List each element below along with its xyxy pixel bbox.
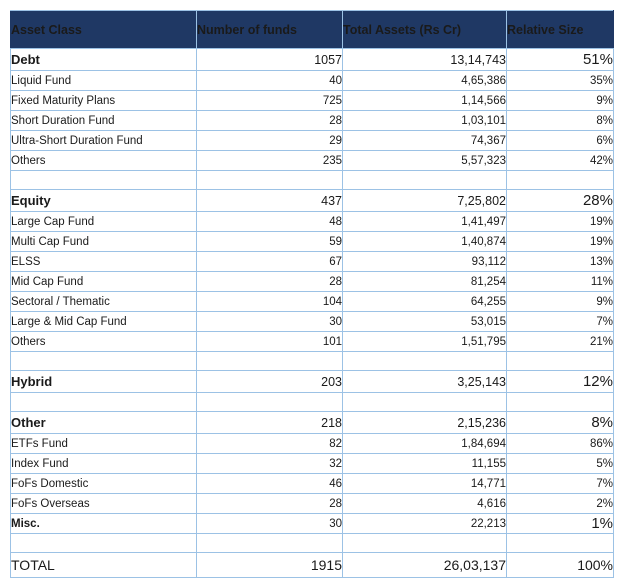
cell-pct: 8% xyxy=(507,111,614,131)
cell-funds: 29 xyxy=(197,131,343,151)
cell-pct: 51% xyxy=(507,49,614,71)
cell-pct: 1% xyxy=(507,514,614,534)
table-row xyxy=(11,91,614,111)
cell-label: Misc. xyxy=(11,514,197,534)
cell-pct: 21% xyxy=(507,332,614,352)
cell-funds: 40 xyxy=(197,71,343,91)
table-row xyxy=(11,49,614,71)
cell-pct: 11% xyxy=(507,272,614,292)
cell-funds: 437 xyxy=(197,190,343,212)
cell-label: Others xyxy=(11,151,197,171)
spacer-row xyxy=(11,534,614,553)
cell-assets: 13,14,743 xyxy=(343,49,507,71)
cell-assets: 3,25,143 xyxy=(343,371,507,393)
cell-pct: 8% xyxy=(507,412,614,434)
cell-funds: 104 xyxy=(197,292,343,312)
cell-label: FoFs Overseas xyxy=(11,494,197,514)
cell-assets: 22,213 xyxy=(343,514,507,534)
cell-label: Other xyxy=(11,412,197,434)
cell-assets xyxy=(343,352,507,371)
table-body xyxy=(11,49,614,578)
header-asset-class: Asset Class xyxy=(11,11,197,49)
cell-assets: 4,65,386 xyxy=(343,71,507,91)
cell-pct xyxy=(507,393,614,412)
table-header xyxy=(11,11,614,49)
cell-pct xyxy=(507,352,614,371)
cell-assets: 5,57,323 xyxy=(343,151,507,171)
cell-assets: 64,255 xyxy=(343,292,507,312)
cell-assets: 14,771 xyxy=(343,474,507,494)
cell-assets xyxy=(343,393,507,412)
cell-assets: 74,367 xyxy=(343,131,507,151)
spacer-row xyxy=(11,393,614,412)
cell-label: Multi Cap Fund xyxy=(11,232,197,252)
cell-assets: 1,41,497 xyxy=(343,212,507,232)
cell-funds xyxy=(197,352,343,371)
table-row xyxy=(11,454,614,474)
table-row xyxy=(11,71,614,91)
cell-funds: 59 xyxy=(197,232,343,252)
table-row xyxy=(11,434,614,454)
cell-label: Liquid Fund xyxy=(11,71,197,91)
header-relative-size: Relative Size xyxy=(507,11,614,49)
cell-label: Index Fund xyxy=(11,454,197,474)
table-row xyxy=(11,312,614,332)
cell-pct: 13% xyxy=(507,252,614,272)
spacer-row xyxy=(11,171,614,190)
cell-funds: 203 xyxy=(197,371,343,393)
table-row xyxy=(11,292,614,312)
cell-pct: 19% xyxy=(507,232,614,252)
cell-label: FoFs Domestic xyxy=(11,474,197,494)
cell-pct: 86% xyxy=(507,434,614,454)
cell-label: ETFs Fund xyxy=(11,434,197,454)
cell-assets: 1,40,874 xyxy=(343,232,507,252)
table-row xyxy=(11,371,614,393)
cell-label: Ultra-Short Duration Fund xyxy=(11,131,197,151)
cell-funds: 101 xyxy=(197,332,343,352)
cell-pct: 7% xyxy=(507,474,614,494)
cell-assets: 1,03,101 xyxy=(343,111,507,131)
table-row xyxy=(11,151,614,171)
cell-label xyxy=(11,393,197,412)
cell-pct xyxy=(507,171,614,190)
cell-label: Fixed Maturity Plans xyxy=(11,91,197,111)
cell-assets: 1,51,795 xyxy=(343,332,507,352)
cell-funds: 30 xyxy=(197,312,343,332)
cell-pct xyxy=(507,534,614,553)
cell-pct: 9% xyxy=(507,292,614,312)
cell-assets: 1,14,566 xyxy=(343,91,507,111)
cell-funds: 28 xyxy=(197,111,343,131)
table-row xyxy=(11,212,614,232)
cell-label: Hybrid xyxy=(11,371,197,393)
cell-assets: 53,015 xyxy=(343,312,507,332)
cell-assets: 11,155 xyxy=(343,454,507,474)
cell-funds xyxy=(197,534,343,553)
cell-label xyxy=(11,171,197,190)
cell-pct: 6% xyxy=(507,131,614,151)
cell-pct: 28% xyxy=(507,190,614,212)
table-row xyxy=(11,494,614,514)
cell-pct: 35% xyxy=(507,71,614,91)
table-row xyxy=(11,332,614,352)
cell-funds: 67 xyxy=(197,252,343,272)
cell-funds: 235 xyxy=(197,151,343,171)
cell-assets: 7,25,802 xyxy=(343,190,507,212)
cell-assets: 1,84,694 xyxy=(343,434,507,454)
cell-label xyxy=(11,352,197,371)
cell-pct: 2% xyxy=(507,494,614,514)
table-row xyxy=(11,412,614,434)
cell-assets xyxy=(343,171,507,190)
cell-funds: 48 xyxy=(197,212,343,232)
cell-label: Debt xyxy=(11,49,197,71)
cell-label: Others xyxy=(11,332,197,352)
cell-label: Mid Cap Fund xyxy=(11,272,197,292)
table-row xyxy=(11,131,614,151)
header-total-assets: Total Assets (Rs Cr) xyxy=(343,11,507,49)
cell-label: Large Cap Fund xyxy=(11,212,197,232)
cell-funds: 218 xyxy=(197,412,343,434)
cell-funds: 28 xyxy=(197,272,343,292)
cell-funds: 82 xyxy=(197,434,343,454)
cell-funds: 46 xyxy=(197,474,343,494)
cell-assets: 4,616 xyxy=(343,494,507,514)
cell-pct: 12% xyxy=(507,371,614,393)
cell-funds: 32 xyxy=(197,454,343,474)
table-row xyxy=(11,272,614,292)
cell-pct: 7% xyxy=(507,312,614,332)
cell-label: ELSS xyxy=(11,252,197,272)
cell-funds xyxy=(197,171,343,190)
table-row xyxy=(11,553,614,578)
cell-funds: 28 xyxy=(197,494,343,514)
table-row xyxy=(11,190,614,212)
cell-pct: 100% xyxy=(507,553,614,578)
table-row xyxy=(11,111,614,131)
spacer-row xyxy=(11,352,614,371)
cell-label: Sectoral / Thematic xyxy=(11,292,197,312)
table-row xyxy=(11,514,614,534)
cell-pct: 42% xyxy=(507,151,614,171)
cell-funds: 1915 xyxy=(197,553,343,578)
cell-funds: 1057 xyxy=(197,49,343,71)
cell-pct: 9% xyxy=(507,91,614,111)
cell-label: Large & Mid Cap Fund xyxy=(11,312,197,332)
cell-assets xyxy=(343,534,507,553)
cell-label xyxy=(11,534,197,553)
cell-label: Equity xyxy=(11,190,197,212)
cell-assets: 81,254 xyxy=(343,272,507,292)
cell-assets: 2,15,236 xyxy=(343,412,507,434)
header-number-of-funds: Number of funds xyxy=(197,11,343,49)
table-row xyxy=(11,474,614,494)
cell-label: TOTAL xyxy=(11,553,197,578)
table-row xyxy=(11,252,614,272)
asset-class-table xyxy=(10,10,614,578)
table-row xyxy=(11,232,614,252)
cell-assets: 26,03,137 xyxy=(343,553,507,578)
cell-funds: 725 xyxy=(197,91,343,111)
cell-funds: 30 xyxy=(197,514,343,534)
cell-pct: 5% xyxy=(507,454,614,474)
cell-pct: 19% xyxy=(507,212,614,232)
header-row xyxy=(11,11,614,49)
cell-assets: 93,112 xyxy=(343,252,507,272)
cell-funds xyxy=(197,393,343,412)
cell-label: Short Duration Fund xyxy=(11,111,197,131)
